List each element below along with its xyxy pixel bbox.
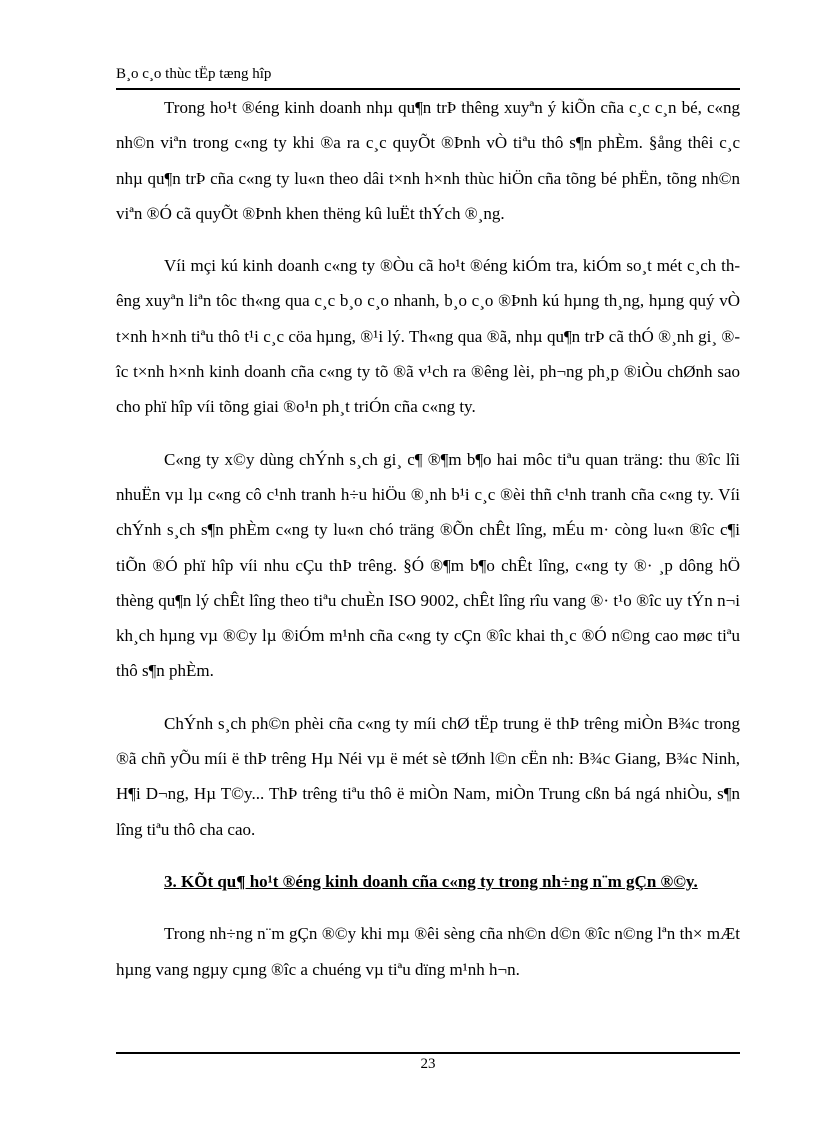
body-paragraph-4: ChÝnh s¸ch ph©n phèi cña c«ng ty míi chØ tËp trung ë thÞ trêng miÒn B¾c trong ®ã chñ yÕu míi ë thÞ trêng Hµ Néi vµ ë mét sè tØnh l©n cËn nh: B¾c Giang, B¾c Ninh, H¶i D¬ng, Hµ T©y... ThÞ trêng tiªu thô ë miÒn Nam, miÒn Trung cßn bá ngá nhiÒu, s¶n lîng tiªu thô cha cao. [116, 713, 740, 839]
footer-divider [116, 1052, 740, 1054]
body-paragraph-2: Víi mçi kú kinh doanh c«ng ty ®Òu cã ho¹t ®éng kiÓm tra, kiÓm so¸t mét c¸ch thêng xuyªn liªn tôc th«ng qua c¸c b¸o c¸o nhanh, b¸o c¸o ®Þnh kú hµng th¸ng, hµng quý vÒ t×nh h×nh tiªu thô t¹i c¸c cöa hµng, ®¹i lý. Th«ng qua ®ã, nhµ qu¶n trÞ cã thÓ ®¸nh gi¸ ®îc t×nh h×nh kinh doanh cña c«ng ty tõ ®ã v¹ch ra ®êng lèi, ph¬ng ph¸p ®iÒu chØnh sao cho phï hîp víi tõng giai ®o¹n ph¸t triÓn cña c«ng ty. [116, 256, 740, 417]
page-number: 23 [420, 1056, 436, 1072]
running-header-title: B¸o c¸o thùc tËp tæng hîp [116, 66, 272, 82]
body-paragraph-3: C«ng ty x©y dùng chÝnh s¸ch gi¸ c¶ ®¶m b¶o hai môc tiªu quan träng: thu ®îc lîi nhuËn vµ lµ c«ng cô c¹nh tranh h÷u hiÖu ®¸nh b¹i c¸c ®èi thñ c¹nh tranh cña c«ng ty. Víi chÝnh s¸ch s¶n phÈm c«ng ty lu«n chó träng ®Õn chÊt lîng, mÉu m· còng lu«n ®îc c¶i tiÕn ®Ó phï hîp víi nhu cÇu thÞ trêng. §Ó ®¶m b¶o chÊt lîng, c«ng ty ®· ¸p dông hÖ thèng qu¶n lý chÊt lîng theo tiªu chuÈn ISO 9002, chÊt lîng rîu vang ®· t¹o ®îc uy tÝn n¬i kh¸ch hµng vµ ®©y lµ ®iÓm m¹nh cña c«ng ty cÇn ®îc khai th¸c ®Ó n©ng cao møc tiªu thô s¶n phÈm. [116, 449, 740, 681]
page-body [116, 90, 740, 987]
body-paragraph-5: Trong nh÷ng n¨m gÇn ®©y khi mµ ®êi sèng cña nh©n d©n ®îc n©ng lªn th× mÆt hµng vang ngµy cµng ®îc a chuéng vµ tiªu dïng m¹nh h¬n. [116, 924, 740, 979]
body-paragraph-1: Trong ho¹t ®éng kinh doanh nhµ qu¶n trÞ thêng xuyªn ý kiÕn cña c¸c c¸n bé, c«ng nh©n viªn trong c«ng ty khi ®a ra c¸c quyÕt ®Þnh vÒ tiªu thô s¶n phÈm. §ång thêi c¸c nhµ qu¶n trÞ cña c«ng ty lu«n theo dâi t×nh h×nh thùc hiÖn cña tõng bé phËn, tõng nh©n viªn ®Ó cã quyÕt ®Þnh khen thëng kû luËt thÝch ®¸ng. [116, 98, 740, 223]
section-heading: 3. KÕt qu¶ ho¹t ®éng kinh doanh cña c«ng ty trong nh÷ng n¨m gÇn ®©y. [164, 871, 698, 891]
